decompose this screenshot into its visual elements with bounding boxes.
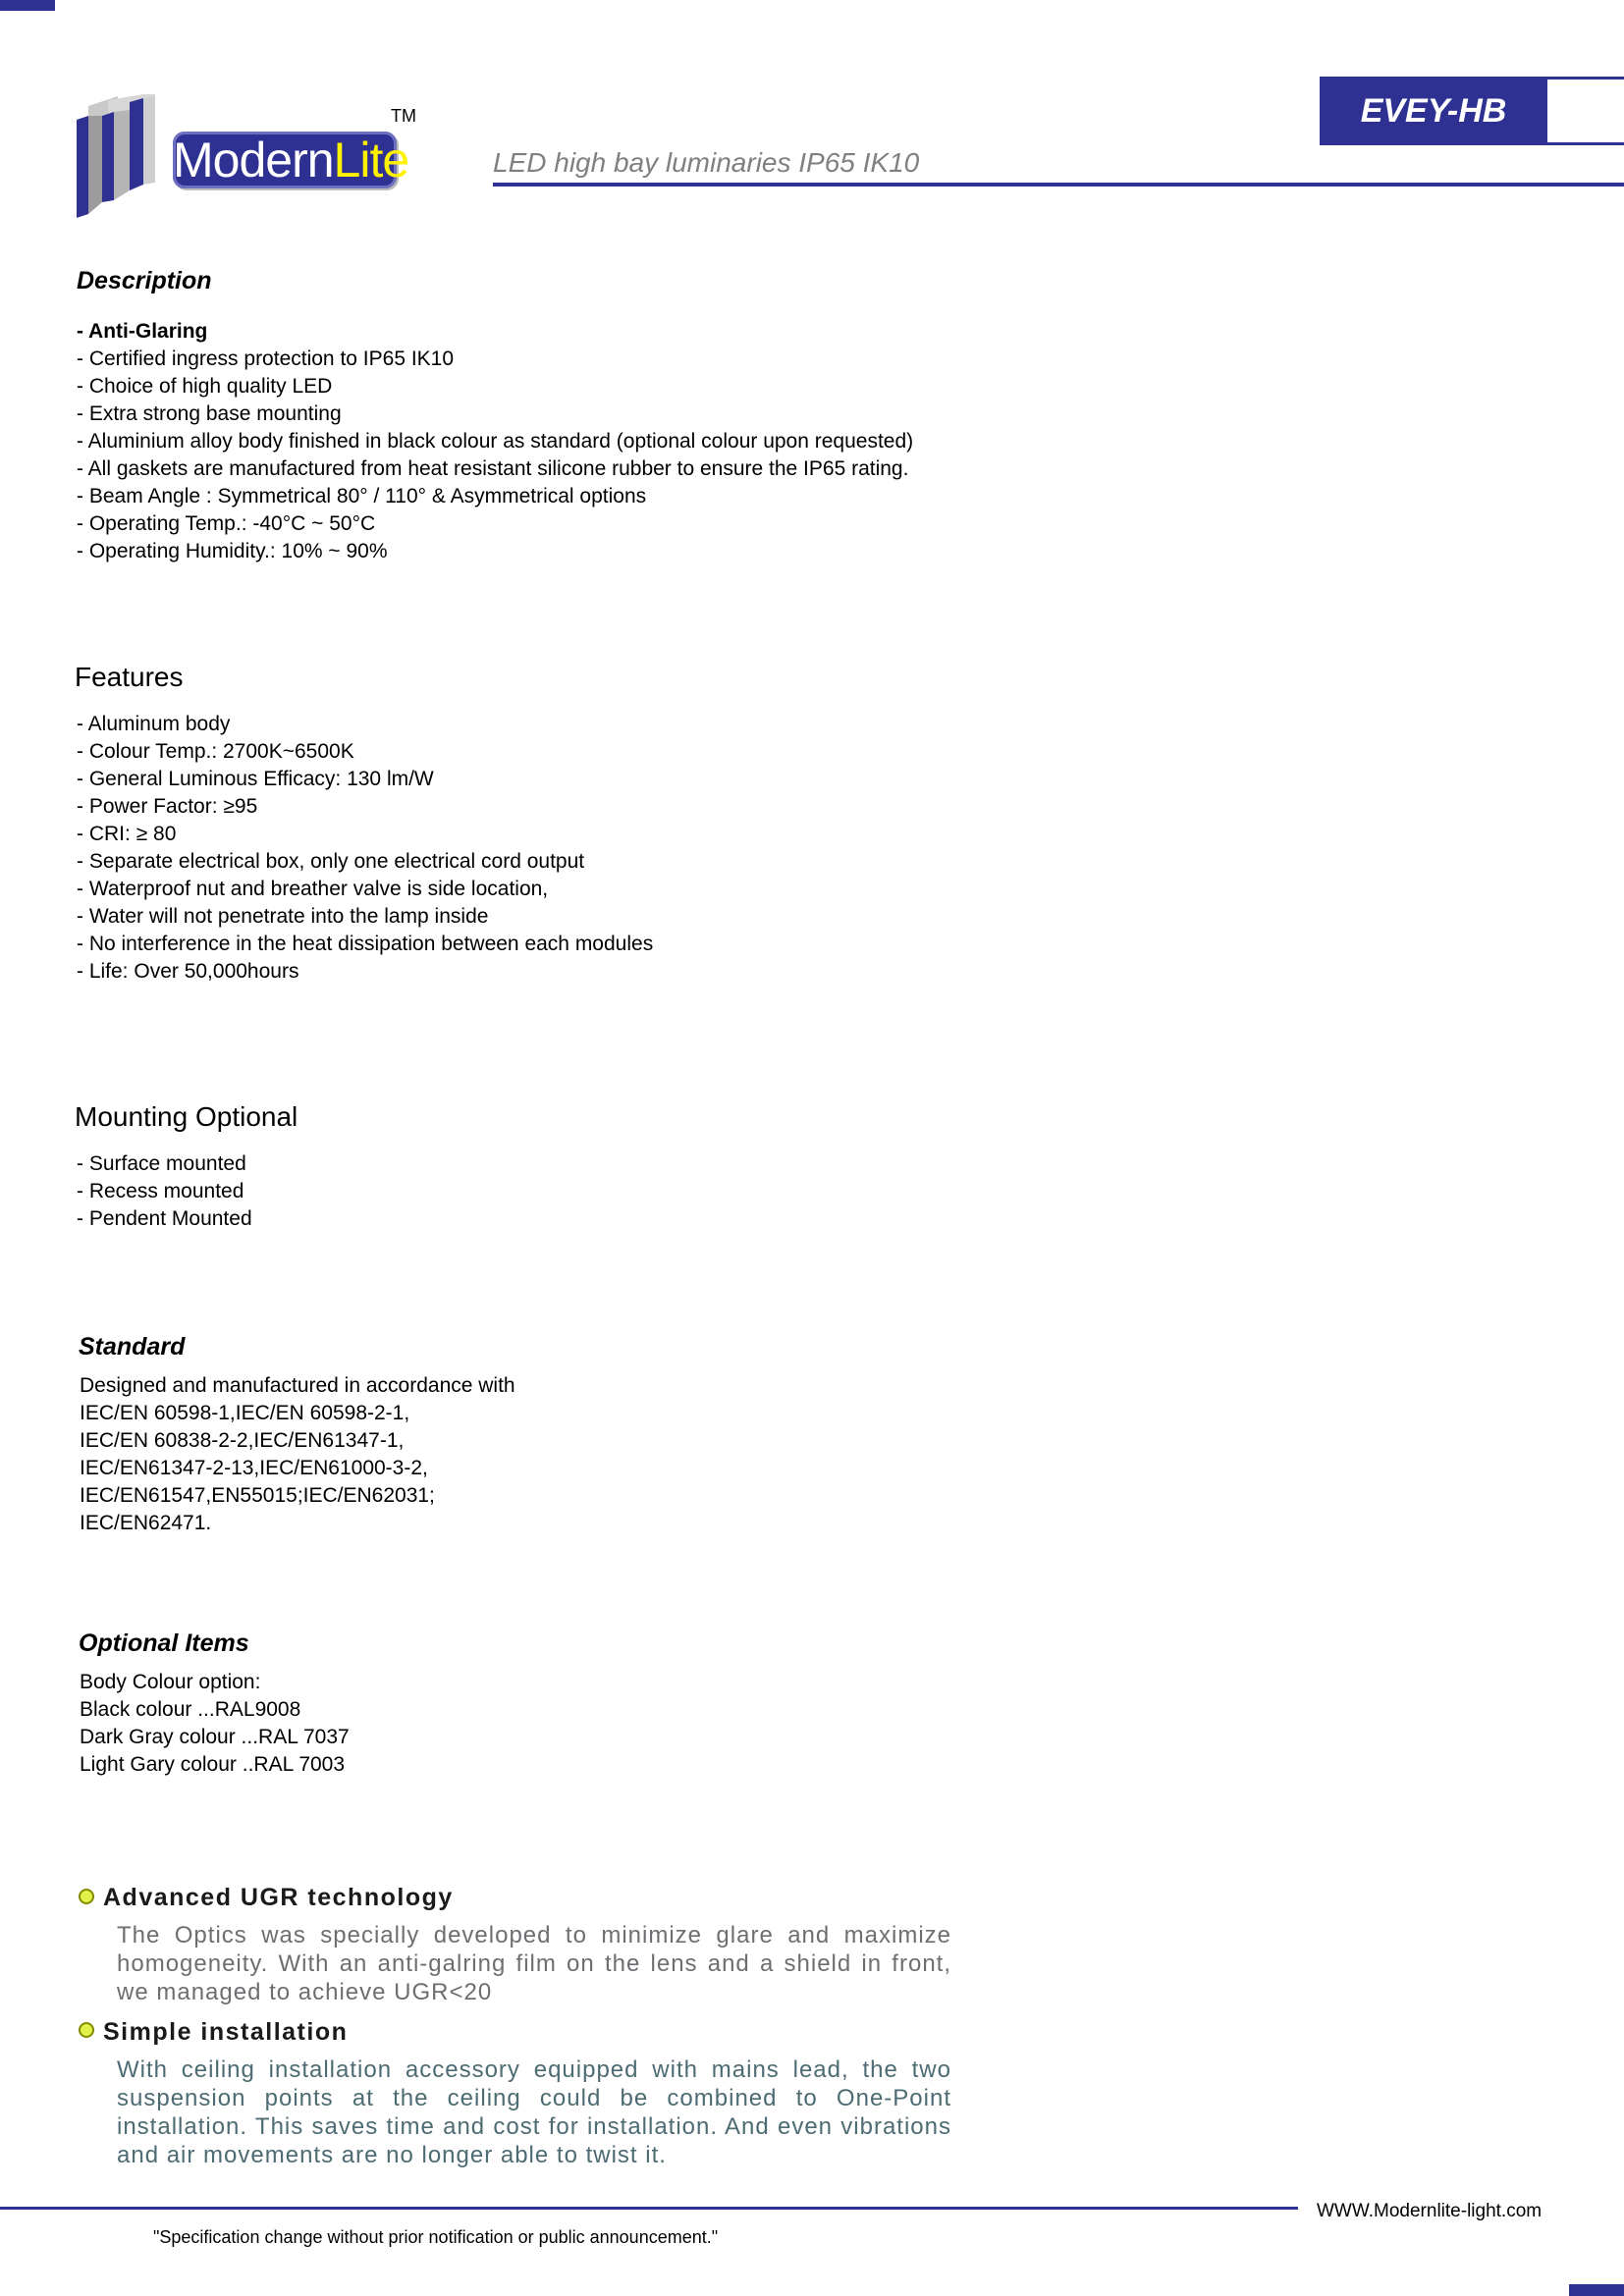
corner-accent-top: [0, 0, 55, 11]
list-item: - General Luminous Efficacy: 130 lm/W: [77, 768, 434, 790]
list-item: - All gaskets are manufactured from heat resistant silicone rubber to ensure the IP65 rating.: [77, 457, 909, 480]
corner-accent-bottom: [1569, 2284, 1624, 2296]
standard-list: [80, 1372, 515, 1537]
list-item: Light Gary colour ..RAL 7003: [80, 1753, 346, 1776]
badge-rule-top: [1547, 77, 1624, 80]
disclaimer-note: "Specification change without prior notification or public announcement.": [153, 2227, 719, 2247]
list-item: - Operating Humidity.: 10% ~ 90%: [77, 540, 388, 562]
header-rule: [493, 183, 1624, 187]
logo-mark-icon: [75, 94, 169, 218]
bullet-dot-icon: [79, 1889, 94, 1904]
list-item: - Choice of high quality LED: [77, 375, 333, 398]
logo-word-modern: Modern: [173, 133, 334, 187]
highlight-text: The Optics was specially developed to minimize glare and maximize homogeneity. With an anti-galring film on the lens and a shield in front, we managed to achieve UGR<20: [117, 1922, 951, 2005]
list-item: - Operating Temp.: -40°C ~ 50°C: [77, 512, 376, 535]
list-item: - Aluminum body: [77, 713, 231, 735]
description-heading: Description: [77, 267, 212, 294]
product-subtitle: LED high bay luminaries IP65 IK10: [493, 147, 920, 178]
mounting-list: [77, 1150, 252, 1233]
highlight-title: Simple installation: [103, 2018, 349, 2046]
features-heading: Features: [75, 662, 184, 692]
list-item: - Separate electrical box, only one electrical cord output: [77, 850, 585, 873]
optional-items-heading: Optional Items: [79, 1629, 249, 1657]
list-item: - No interference in the heat dissipation between each modules: [77, 933, 654, 955]
list-item: Dark Gray colour ...RAL 7037: [80, 1726, 350, 1748]
list-item: IEC/EN61347-2-13,IEC/EN61000-3-2,: [80, 1457, 428, 1479]
list-item: - Colour Temp.: 2700K~6500K: [77, 740, 354, 763]
list-item: - Water will not penetrate into the lamp inside: [77, 905, 489, 928]
features-list: [77, 711, 653, 986]
list-item: - Extra strong base mounting: [77, 402, 342, 425]
mounting-heading: Mounting Optional: [75, 1101, 298, 1132]
optional-items-list: [80, 1669, 350, 1779]
footer-rule: [0, 2207, 1298, 2210]
list-item: Body Colour option:: [80, 1671, 261, 1693]
list-item: - Pendent Mounted: [77, 1207, 252, 1230]
model-badge: EVEY-HB: [1320, 77, 1547, 145]
list-item: Designed and manufactured in accordance with: [80, 1374, 515, 1397]
list-item: Black colour ...RAL9008: [80, 1698, 301, 1721]
logo-word-lite: Lite: [333, 133, 409, 187]
highlight-title: Advanced UGR technology: [103, 1884, 454, 1911]
list-item: - Recess mounted: [77, 1180, 244, 1202]
list-item: - Certified ingress protection to IP65 IK10: [77, 347, 455, 370]
trademark-symbol: TM: [391, 106, 416, 126]
list-item: - Power Factor: ≥95: [77, 795, 258, 818]
standard-heading: Standard: [79, 1333, 186, 1361]
bullet-dot-icon: [79, 2022, 94, 2038]
list-item: - Beam Angle : Symmetrical 80° / 110° & Asymmetrical options: [77, 485, 647, 507]
website-url: WWW.Modernlite-light.com: [1317, 2201, 1543, 2221]
highlight-text: With ceiling installation accessory equipped with mains lead, the two suspension points at the ceiling could be combined to One-Point installation. This saves time and cost for installation. And even vibrations and air movements are no longer able to twist it.: [117, 2056, 951, 2168]
list-item: IEC/EN 60598-1,IEC/EN 60598-2-1,: [80, 1402, 410, 1424]
badge-rule-bottom: [1547, 142, 1624, 145]
list-item: - CRI: ≥ 80: [77, 823, 177, 845]
list-item: IEC/EN 60838-2-2,IEC/EN61347-1,: [80, 1429, 405, 1452]
list-item: - Surface mounted: [77, 1152, 246, 1175]
list-item: - Anti-Glaring: [77, 320, 208, 343]
brand-logo: [75, 94, 428, 218]
logo-wordmark: [173, 132, 409, 188]
list-item: - Waterproof nut and breather valve is side location,: [77, 878, 549, 900]
list-item: - Life: Over 50,000hours: [77, 960, 299, 983]
list-item: IEC/EN62471.: [80, 1512, 212, 1534]
list-item: IEC/EN61547,EN55015;IEC/EN62031;: [80, 1484, 435, 1507]
list-item: - Aluminium alloy body finished in black colour as standard (optional colour upon requested): [77, 430, 914, 453]
description-list: [77, 318, 913, 565]
